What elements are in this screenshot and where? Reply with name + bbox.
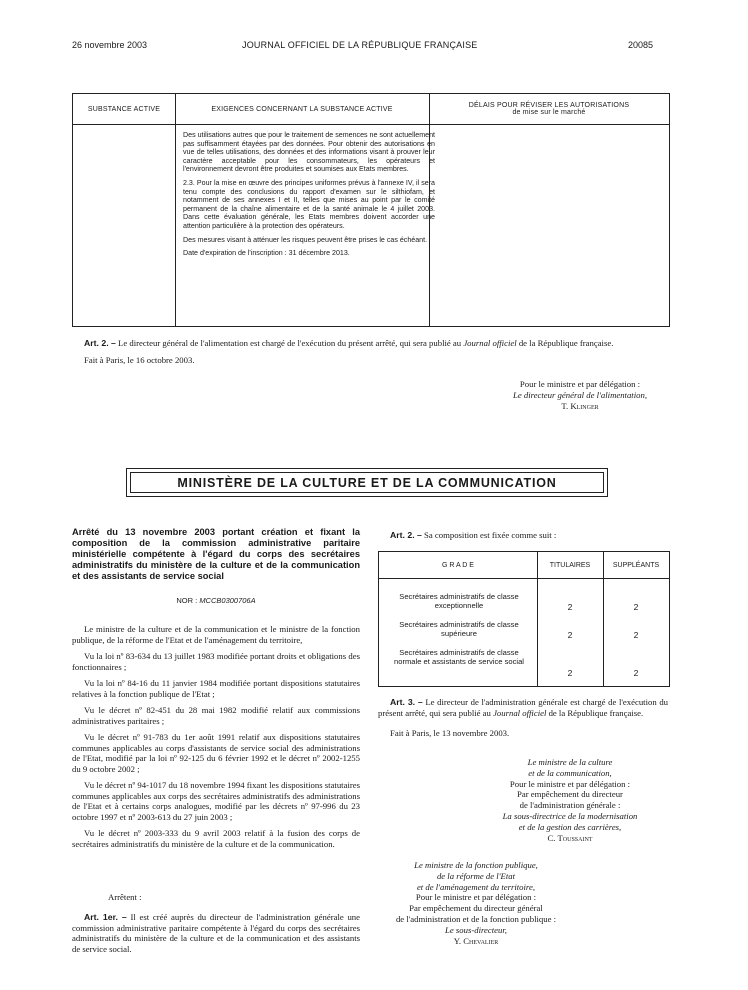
- col-header-suppleants: SUPPLÉANTS: [612, 561, 660, 569]
- arrete-body: [72, 624, 360, 855]
- exigences-text: [183, 131, 435, 263]
- header-date: 26 novembre 2003: [72, 40, 148, 50]
- fait-a-paris: Fait à Paris, le 16 octobre 2003.: [84, 354, 195, 365]
- col-header-titulaires: TITULAIRES: [549, 561, 591, 569]
- article-2-alimentation: Art. 2. – Le directeur général de l'alimentation est chargé de l'exécution du présent arrêté, qui sera publié au Journal officiel de la République française. Fait à Paris, le 16 octobre 2003.: [72, 338, 668, 371]
- header-page-number: 20085: [628, 40, 654, 50]
- visa: Vu le décret nº 94-1017 du 18 novembre 1994 fixant les dispositions statutaires communes applicables aux corps des secrétaires administratifs des administrations de l'Etat et à certains corps analogues, modifié par les décrets nº 97-996 du 23 octobre 1997 et nº 2003-613 du 27 juin 2003 ;: [72, 780, 360, 822]
- titulaires-cell: 2: [567, 630, 573, 640]
- nor-reference: NOR : MCCB0300706A: [176, 596, 256, 605]
- grade-cell: Secrétaires administratifs de classe supérieure: [399, 620, 519, 638]
- titulaires-cell: 2: [567, 602, 573, 612]
- signature-block-fonction-publique: Le ministre de la fonction publique, de la réforme de l'Etat et de l'aménagement du territoire, Pour le ministre et par délégation : Par empêchement du directeur général de l'administration et de la fonction publique : Le sous-directeur, Y. Chevalier: [395, 860, 557, 946]
- col-header-delais: DÉLAIS POUR RÉVISER LES AUTORISATIONS de mise sur le marché: [468, 102, 630, 116]
- suppleants-cell: 2: [633, 602, 639, 612]
- article-2-composition: Art. 2. – Sa composition est fixée comme suit :: [390, 530, 557, 540]
- visa: Vu la loi nº 84-16 du 11 janvier 1984 modifiée portant dispositions statutaires relatives à la fonction publique de l'Etat ;: [72, 678, 360, 699]
- header-journal-title: JOURNAL OFFICIEL DE LA RÉPUBLIQUE FRANÇAISE: [242, 40, 478, 50]
- visa: Vu le décret nº 91-783 du 1er août 1991 relatif aux dispositions statutaires communes applicables au corps d'assistants de service social des administrations de l'Etat, modifié par la loi nº 92-125 du 6 février 1992 et le décret nº 2002-1255 du 9 octobre 2002 ;: [72, 732, 360, 774]
- signature-block-culture: Le ministre de la culture et de la communication, Pour le ministre et par délégation : Par empêchement du directeur de l'administration générale : La sous-directrice de la modernisation et de la gestion des carrières, C. Toussaint: [502, 757, 638, 843]
- article-3: Art. 3. – Le directeur de l'administration générale est chargé de l'exécution du présent arrêté, qui sera publié au Journal officiel de la République française. Fait à Paris, le 13 novembre 2003.: [378, 697, 669, 738]
- arrete-intro: Le ministre de la culture et de la communication et le ministre de la fonction publique, de la réforme de l'Etat et de l'aménagement du territoire,: [72, 624, 360, 645]
- exigences-para: 2.3. Pour la mise en œuvre des principes uniformes prévus à l'annexe IV, il sera tenu compte des conclusions du rapport d'examen sur le silthiofam, et notamment de ses annexes I et II, telles que mises au point par le comité permanent de la chaîne alimentaire et de la santé animale le 4 juillet 2003. Dans cette évaluation générale, les Etats membres doivent accorder une attention particulière à la protection des opérateurs.: [183, 178, 435, 230]
- exigences-para: Des mesures visant à atténuer les risques peuvent être prises le cas échéant.: [183, 235, 428, 244]
- col-header-exigences: EXIGENCES CONCERNANT LA SUBSTANCE ACTIVE: [211, 105, 393, 113]
- substance-table: [72, 93, 670, 327]
- grade-table: [378, 551, 670, 687]
- arretent: Arrêtent :: [108, 892, 142, 902]
- col-header-grade: G R A D E: [442, 561, 474, 569]
- visa: Vu la loi nº 83-634 du 13 juillet 1983 modifiée portant droits et obligations des fonctionnaires ;: [72, 651, 360, 672]
- ministry-heading: MINISTÈRE DE LA CULTURE ET DE LA COMMUNICATION: [126, 468, 608, 497]
- titulaires-cell: 2: [567, 668, 573, 678]
- table-header-rule: [73, 124, 669, 125]
- grade-cell: Secrétaires administratifs de classe exceptionnelle: [399, 592, 519, 610]
- article-1: Art. 1er. – Il est créé auprès du directeur de l'administration générale une commission administrative paritaire compétente à l'égard du corps des secrétaires administratifs du ministère de la culture et de la communication et des assistants de service social.: [72, 912, 360, 954]
- suppleants-cell: 2: [633, 630, 639, 640]
- fait-a-paris: Fait à Paris, le 13 novembre 2003.: [390, 728, 510, 738]
- visa: Vu le décret nº 82-451 du 28 mai 1982 modifié relatif aux commissions administratives paritaires ;: [72, 705, 360, 726]
- exigences-para: Des utilisations autres que pour le traitement de semences ne sont actuellement pas suffisamment étayées par des données. Pour obtenir des autorisations en vue de telles utilisations, des données et des informations visant à prouver leur caractère acceptable pour les consommateurs, les opérateurs et l'environnement devront être produites et soumises aux Etats membres.: [183, 131, 435, 174]
- grade-cell: Secrétaires administratifs de classe normale et assistants de service social: [394, 648, 524, 666]
- visa: Vu le décret nº 2003-333 du 9 avril 2003 relatif à la fusion des corps de secrétaires administratifs du ministère de la culture et de la communication.: [72, 828, 360, 849]
- exigences-para: Date d'expiration de l'inscription : 31 décembre 2013.: [183, 249, 350, 258]
- arrete-title: Arrêté du 13 novembre 2003 portant création et fixant la composition de la commission administrative paritaire ministérielle compétente à l'égard du corps des secrétaires administratifs du ministère de la culture et de la communication et des assistants de service social: [72, 527, 360, 581]
- suppleants-cell: 2: [633, 668, 639, 678]
- table-header-rule: [379, 578, 669, 579]
- signature-block-alimentation: Pour le ministre et par délégation : Le directeur général de l'alimentation, T. Klinger: [513, 379, 647, 411]
- table-divider: [175, 94, 176, 326]
- col-header-substance: SUBSTANCE ACTIVE: [87, 105, 161, 113]
